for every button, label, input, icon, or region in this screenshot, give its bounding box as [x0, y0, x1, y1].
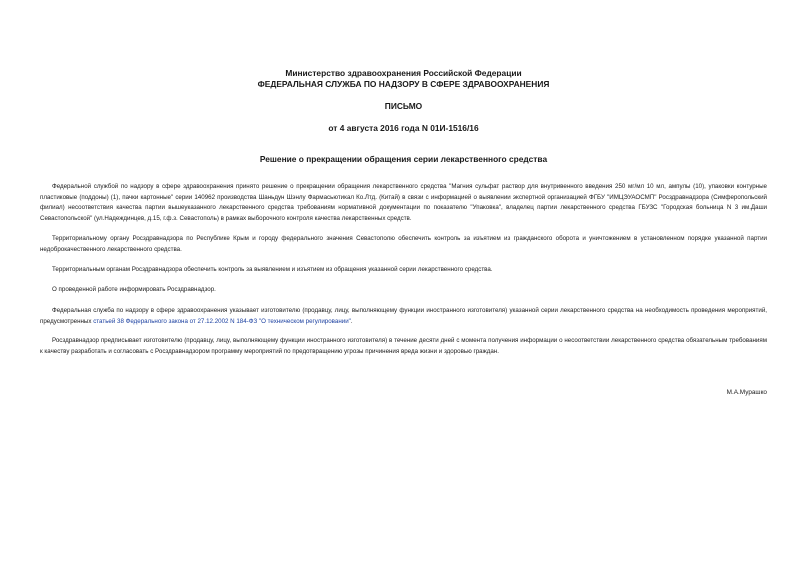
paragraph-end: . — [350, 317, 353, 325]
paragraph-prescription: Росздравнадзор предписывает изготовителю (продавцу, лицу, выполняющему функции иностранного изготовителя) в течение десяти дней с момента получения информации о несоответствии лекарственного средства обязательным требованиям к качеству разработать и согласовать с Росздравнадзором программу мероприятий по предотвращению угрозы причинения вреда жизни и здоровью граждан. — [40, 337, 767, 355]
paragraph-manufacturer-measures — [40, 306, 767, 327]
paragraph-inform: О проведенной работе информировать Росздравнадзор. — [52, 286, 216, 293]
header-block — [0, 68, 807, 90]
document-subject: Решение о прекращении обращения серии лекарственного средства — [259, 154, 548, 164]
law-article-link[interactable]: статьей 38 Федерального закона от 27.12.2002 N 184-ФЗ "О техническом регулировании" — [93, 317, 351, 325]
service-name: ФЕДЕРАЛЬНАЯ СЛУЖБА ПО НАДЗОРУ В СФЕРЕ ЗДРАВООХРАНЕНИЯ — [257, 79, 550, 89]
ministry-name: Министерство здравоохранения Российской Федерации — [285, 68, 522, 78]
paragraph-territorial-organs: Территориальным органам Росздравнадзора обеспечить контроль за выявлением и изъятием из обращения указанной серии лекарственного средства. — [52, 266, 493, 273]
paragraph-text: Федеральная служба по надзору в сфере здравоохранения указывает изготовителю (продавцу, лицу, выполняющему функции иностранного изготовителя) указанной серии лекарственного средства на необходимость проведения мероприятий, предусмотренных — [40, 307, 767, 325]
signature: М.А.Мурашко — [726, 389, 767, 396]
document-date-number: от 4 августа 2016 года N 01И-1516/16 — [328, 123, 479, 133]
paragraph-territorial-crimea: Территориальному органу Росздравнадзора по Республике Крым и городу федерального значения Севастополю обеспечить контроль за изъятием из гражданского оборота и уничтожением в установленном порядке указанной партии недоброкачественного лекарственного средства. — [40, 235, 767, 253]
document-type: ПИСЬМО — [384, 101, 423, 111]
paragraph-decision: Федеральной службой по надзору в сфере здравоохранения принято решение о прекращении обращения лекарственного средства "Магния сульфат раствор для внутривенного введения 250 мг/мл 10 мл, ампулы (10), упаковки контурные пластиковые (поддоны) (1), пачки картонные" серии 140962 производства Шаньдун Шэнлу Фармасьютикал Ко.Лтд. (Китай) в связи с информацией о выявлении экспертной организацией ФГБУ "ИМЦЭУАОСМП" Росздравнадзора (Симферопольский филиал) несоответствия качества партии вышеуказанного лекарственного средства требованиям нормативной документации по показателю "Упаковка", владелец партии лекарственного средства ГБУЗС "Городская больница N 3 им.Даши Севастопольской" (ул.Надеждинцев, д.15, г.ф.з. Севастополь) в рамках выборочного контроля качества лекарственных средств. — [40, 183, 767, 222]
